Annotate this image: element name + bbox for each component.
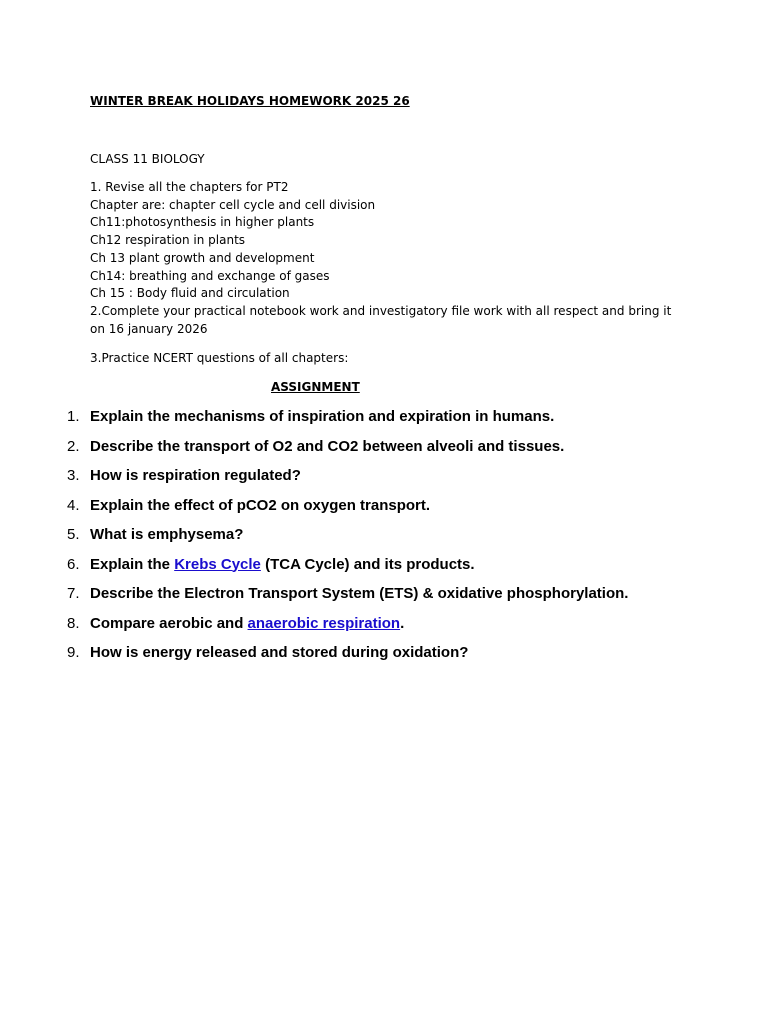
revise-line-6: Ch14: breathing and exchange of gases: [90, 268, 330, 283]
question-text-prefix: Compare aerobic and: [90, 614, 248, 632]
question-text: [90, 553, 475, 577]
revise-line-4: Ch12 respiration in plants: [90, 233, 246, 248]
question-text: How is respiration regulated?: [90, 467, 301, 484]
revise-line-3: Ch11:photosynthesis in higher plants: [90, 215, 315, 230]
revise-line-5: Ch 13 plant growth and development: [90, 250, 315, 265]
question-text: Describe the transport of O2 and CO2 between alveoli and tissues.: [90, 437, 565, 455]
question-text-prefix: Explain the: [90, 555, 175, 573]
list-item: [0, 435, 768, 465]
question-number: 3.: [67, 467, 80, 484]
krebs-cycle-link[interactable]: Krebs Cycle: [174, 555, 261, 573]
question-text: [90, 612, 404, 636]
document-title: WINTER BREAK HOLIDAYS HOMEWORK 2025 26: [90, 94, 410, 108]
list-item: [0, 553, 768, 583]
question-number: 6.: [67, 555, 80, 573]
list-item: [0, 494, 768, 524]
question-number: 9.: [67, 644, 80, 661]
question-text: Describe the Electron Transport System (ETS) & oxidative phosphorylation.: [90, 585, 629, 602]
list-item: [0, 523, 768, 553]
class-subject-line: CLASS 11 BIOLOGY: [90, 152, 205, 166]
question-number: 4.: [67, 496, 80, 514]
question-text-suffix: .: [400, 614, 405, 632]
list-item: [0, 612, 768, 642]
question-number: 8.: [67, 614, 80, 632]
question-number: 5.: [67, 526, 80, 543]
assignment-question-list: [0, 405, 768, 671]
practice-ncert-line: 3.Practice NCERT questions of all chapters:: [90, 351, 349, 365]
list-item: [0, 405, 768, 435]
question-number: 1.: [67, 408, 80, 425]
list-item: [0, 464, 768, 494]
question-text: How is energy released and stored during oxidation?: [90, 644, 469, 661]
list-item: [0, 582, 768, 612]
question-number: 2.: [67, 437, 80, 455]
practical-notebook-line: 2.Complete your practical notebook work and investigatory file work with all respect and bring it on 16 january 2026: [90, 303, 672, 336]
question-text-suffix: (TCA Cycle) and its products.: [260, 555, 475, 573]
question-text: Explain the effect of pCO2 on oxygen transport.: [90, 496, 431, 514]
revise-line-1: 1. Revise all the chapters for PT2: [90, 180, 289, 194]
assignment-heading: ASSIGNMENT: [271, 380, 360, 394]
anaerobic-respiration-link[interactable]: anaerobic respiration: [247, 614, 401, 632]
list-item: [0, 641, 768, 671]
question-text: Explain the mechanisms of inspiration and expiration in humans.: [90, 408, 555, 425]
revision-instructions: [90, 179, 680, 338]
question-number: 7.: [67, 585, 80, 602]
question-text: What is emphysema?: [90, 526, 244, 543]
revise-line-2: Chapter are: chapter cell cycle and cell division: [90, 197, 376, 212]
revise-line-7: Ch 15 : Body fluid and circulation: [90, 286, 290, 301]
